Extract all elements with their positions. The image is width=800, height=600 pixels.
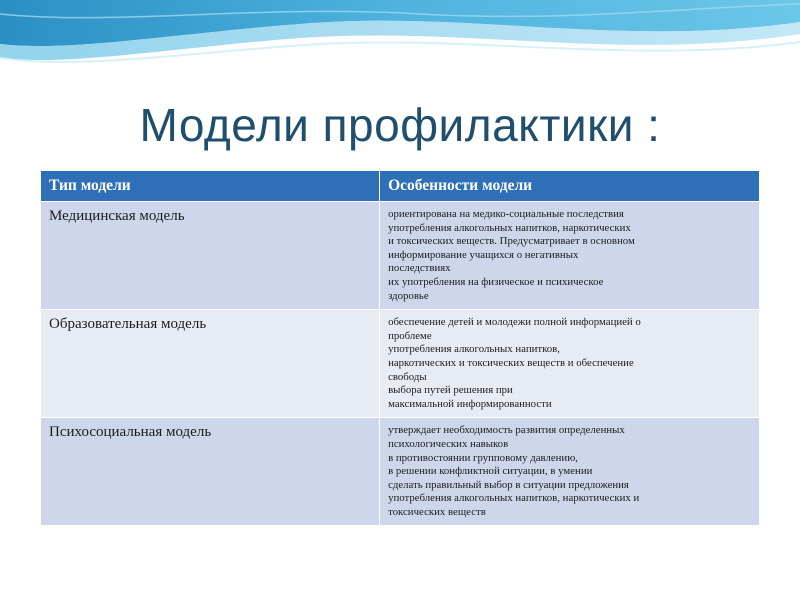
feature-line: употребления алкогольных напитков, <box>388 343 560 356</box>
table-row <box>41 310 760 418</box>
feature-line: в противостоянии групповому давлению, <box>388 451 578 464</box>
feature-line: и токсических веществ. Предусматривает в основном <box>388 235 635 248</box>
feature-line: утверждает необходимость развития определенных <box>388 424 625 437</box>
feature-line: ориентирована на медико-социальные последствия <box>388 208 624 220</box>
feature-line: свободы <box>388 370 427 383</box>
feature-line: последствиях <box>388 262 451 275</box>
table-row <box>41 202 760 310</box>
model-features-cell <box>380 202 760 310</box>
feature-line: информирование учащихся о негативных <box>388 248 579 261</box>
feature-line: здоровье <box>388 289 429 302</box>
model-type-cell: Образовательная модель <box>41 310 380 418</box>
table-row <box>41 418 760 526</box>
models-table <box>40 170 760 526</box>
slide-title: Модели профилактики : <box>139 99 661 151</box>
feature-line: психологических навыков <box>388 437 509 450</box>
feature-line: обеспечение детей и молодежи полной информацией о <box>388 316 641 329</box>
feature-line: проблеме <box>388 329 432 342</box>
model-type-cell: Медицинская модель <box>41 202 380 310</box>
column-header-type: Тип модели <box>41 171 380 202</box>
feature-line: их употребления на физическое и психическое <box>388 275 604 288</box>
feature-line: сделать правильный выбор в ситуации предложения <box>388 478 629 491</box>
feature-line: токсических веществ <box>388 505 486 518</box>
model-features-cell <box>380 418 760 526</box>
feature-line: выбора путей решения при <box>388 384 513 397</box>
table-header-row <box>41 171 760 202</box>
model-features-cell <box>380 310 760 418</box>
column-header-features: Особенности модели <box>380 171 760 202</box>
model-type-cell: Психосоциальная модель <box>41 418 380 526</box>
feature-line: употребления алкогольных напитков, наркотических и <box>388 492 640 505</box>
feature-line: в решении конфликтной ситуации, в умении <box>388 465 593 478</box>
feature-line: употребления алкогольных напитков, наркотических <box>388 221 631 234</box>
feature-line: наркотических и токсических веществ и обеспечение <box>388 356 634 369</box>
feature-line: максимальной информированности <box>388 397 552 410</box>
